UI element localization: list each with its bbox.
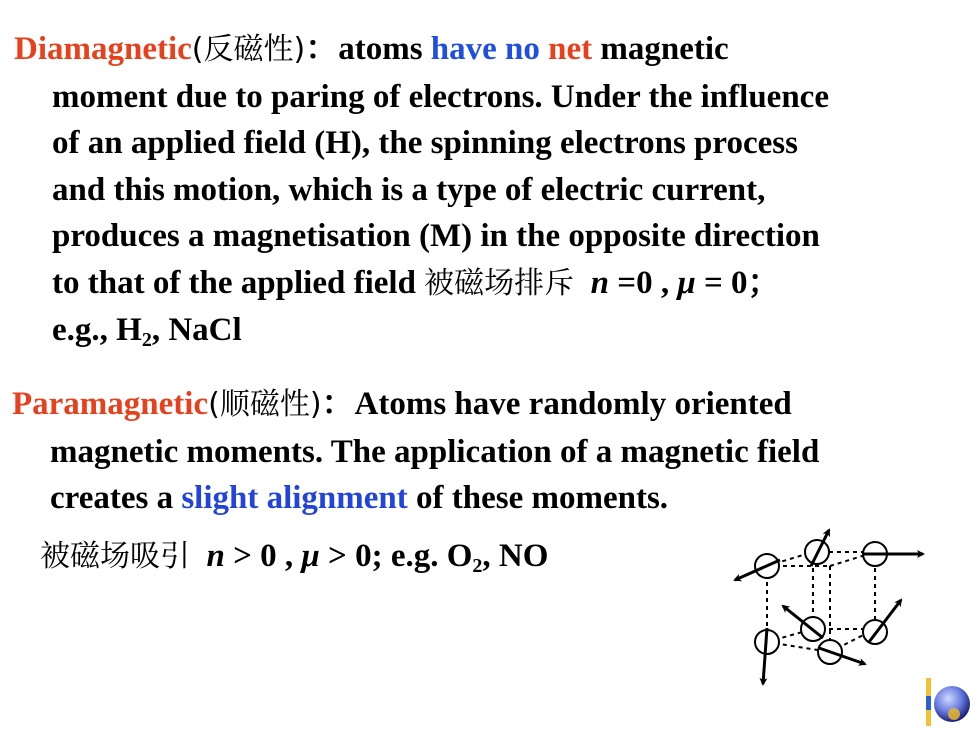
spin-lattice-diagram: [725, 524, 935, 694]
line6-n: n: [590, 264, 610, 301]
paramagnetic-line-4: [40, 533, 548, 581]
diamagnetic-line-1-rest: magnetic: [592, 31, 729, 67]
example-suffix: , NaCl: [151, 312, 242, 348]
line4-mu: μ: [301, 538, 320, 574]
paramagnetic-line-2: magnetic moments. The application of a magnetic field: [50, 433, 820, 470]
paramagnetic-cjk-term: (顺磁性): [208, 387, 322, 422]
highlight-net: net: [548, 31, 593, 67]
paramagnetic-line-1: [12, 381, 819, 429]
diamagnetic-line-2: moment due to paring of electrons. Under the influence: [52, 78, 829, 115]
diamagnetic-line-5: produces a magnetisation (M) in the opposite direction: [52, 218, 820, 254]
diamagnetic-line-3: of an applied field (H), the spinning electrons process: [52, 125, 798, 161]
line3-suffix: of these moments.: [407, 480, 669, 516]
slide-logo-icon: [924, 676, 974, 728]
line4-n: n: [206, 538, 225, 574]
diamagnetic-line-6: [14, 260, 829, 308]
example-prefix: e.g., H: [52, 312, 142, 348]
diamagnetic-intro: atoms: [338, 31, 431, 67]
line4-sub: 2: [472, 555, 483, 577]
line4-mu-val: > 0; e.g. O: [319, 538, 473, 574]
line6-mu: μ: [677, 264, 696, 301]
highlight-slight-alignment: slight alignment: [181, 480, 408, 516]
diamagnetic-colon: ：: [305, 31, 339, 67]
line4-n-val: > 0 ,: [224, 538, 302, 574]
diamagnetic-example: [14, 307, 829, 354]
line6-n-val: =0 ,: [609, 264, 678, 301]
line3-prefix: creates a: [50, 480, 182, 516]
paramagnetic-colon: ：: [321, 386, 355, 422]
example-sub: 2: [141, 329, 152, 351]
line6-text: to that of the applied field: [52, 264, 425, 301]
highlight-have-no: have no: [430, 31, 540, 67]
diamagnetic-line-4: and this motion, which is a type of electric current,: [52, 171, 766, 208]
paramagnetic-line-3: [12, 475, 819, 522]
paramagnetic-line-1-rest: Atoms have randomly oriented: [354, 386, 792, 422]
paramagnetic-paragraph: [12, 381, 819, 522]
spin-atoms: [755, 540, 887, 664]
line4-cjk: 被磁场吸引: [40, 539, 190, 574]
paramagnetic-term: Paramagnetic: [12, 386, 209, 422]
line4-suffix: , NO: [482, 538, 549, 574]
diamagnetic-term: Diamagnetic: [14, 31, 192, 67]
diamagnetic-cjk-term: (反磁性): [191, 32, 306, 67]
line6-cjk: 被磁场排斥: [424, 265, 575, 301]
diamagnetic-paragraph: [14, 26, 829, 354]
line6-mu-val: = 0；: [695, 264, 781, 301]
diamagnetic-line-1: [14, 26, 829, 74]
